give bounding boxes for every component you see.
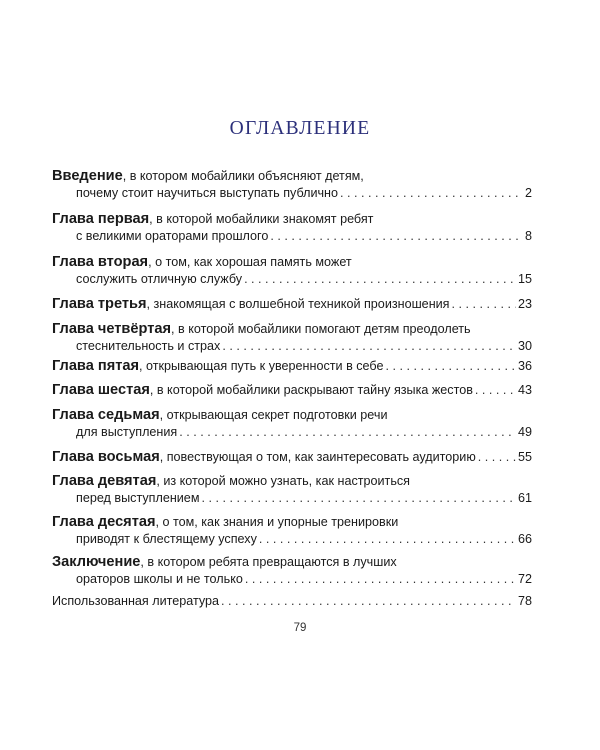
- toc-entry-chapter-1[interactable]: [52, 211, 532, 245]
- toc-entry-chapter-5[interactable]: [52, 358, 532, 375]
- entry-description: , о том, как знания и упорные тренировки: [155, 515, 399, 529]
- dot-leader: [386, 358, 516, 375]
- entry-description: , в которой мобайлики раскрывают тайну языка жестов: [149, 383, 473, 397]
- toc-entry-chapter-8[interactable]: [52, 449, 532, 466]
- entry-page-number: 8: [524, 229, 532, 243]
- entry-page-number: 23: [517, 297, 532, 311]
- entry-heading: Глава вторая: [52, 254, 149, 270]
- dot-leader: [259, 531, 516, 548]
- dot-leader: [478, 449, 516, 466]
- entry-continuation: стеснительность и страх: [76, 339, 221, 353]
- entry-heading: Глава десятая: [52, 514, 156, 530]
- entry-description: , в котором ребята превращаются в лучших: [140, 555, 397, 569]
- dot-leader: [270, 228, 523, 245]
- dot-leader: [244, 271, 516, 288]
- entry-page-number: 72: [517, 572, 532, 586]
- entry-continuation: приводят к блестящему успеху: [76, 532, 257, 546]
- entry-description: , знакомящая с волшебной техникой произношения: [146, 297, 450, 311]
- entry-heading: Введение: [52, 168, 123, 184]
- entry-continuation: для выступления: [76, 425, 178, 439]
- entry-page-number: 55: [517, 450, 532, 464]
- entry-page-number: 61: [517, 491, 532, 505]
- page-title: ОГЛАВЛЕНИЕ: [229, 118, 371, 139]
- entry-page-number: 30: [517, 339, 532, 353]
- entry-heading: Глава первая: [52, 211, 150, 227]
- dot-leader: [222, 338, 516, 355]
- entry-page-number: 43: [517, 383, 532, 397]
- dot-leader: [179, 424, 516, 441]
- entry-page-number: 2: [524, 186, 532, 200]
- entry-continuation: ораторов школы и не только: [76, 572, 243, 586]
- entry-heading: Заключение: [52, 554, 141, 570]
- toc-entry-chapter-7[interactable]: [52, 407, 532, 441]
- dot-leader: [221, 593, 516, 610]
- entry-page-number: 66: [517, 532, 532, 546]
- entry-description: , из которой можно узнать, как настроиться: [156, 474, 410, 488]
- toc-entry-chapter-4[interactable]: [52, 321, 532, 355]
- dot-leader: [245, 571, 516, 588]
- toc-entry-literature[interactable]: [52, 593, 532, 610]
- entry-continuation: с великими ораторами прошлого: [76, 229, 269, 243]
- entry-heading: Глава восьмая: [52, 449, 160, 465]
- entry-heading: Глава пятая: [52, 358, 139, 374]
- entry-page-number: 36: [517, 359, 532, 373]
- dot-leader: [475, 382, 516, 399]
- dot-leader: [201, 490, 516, 507]
- toc-entry-introduction[interactable]: [52, 168, 532, 202]
- entry-description: , открывающая путь к уверенности в себе: [139, 359, 384, 373]
- entry-heading: Глава четвёртая: [52, 321, 172, 337]
- entry-description: , в котором мобайлики объясняют детям,: [122, 169, 364, 183]
- toc-entry-chapter-10[interactable]: [52, 514, 532, 548]
- entry-continuation: сослужить отличную службу: [76, 272, 243, 286]
- entry-continuation: перед выступлением: [76, 491, 200, 505]
- entry-heading: Глава шестая: [52, 382, 150, 398]
- entry-page-number: 15: [517, 272, 532, 286]
- entry-description: , о том, как хорошая память может: [148, 255, 352, 269]
- entry-description: , открывающая секрет подготовки речи: [159, 408, 388, 422]
- entry-page-number: 78: [517, 594, 532, 608]
- entry-description: , повествующая о том, как заинтересовать аудиторию: [159, 450, 476, 464]
- entry-heading: Глава седьмая: [52, 407, 160, 423]
- toc-entry-chapter-6[interactable]: [52, 382, 532, 399]
- toc-entry-chapter-9[interactable]: [52, 473, 532, 507]
- dot-leader: [340, 185, 523, 202]
- page-number: 79: [293, 622, 307, 634]
- entry-continuation: почему стоит научиться выступать публично: [76, 186, 339, 200]
- dot-leader: [452, 296, 516, 313]
- entry-page-number: 49: [517, 425, 532, 439]
- entry-description: , в которой мобайлики помогают детям преодолеть: [171, 322, 471, 336]
- entry-heading: Использованная литература: [52, 594, 220, 608]
- toc-entry-chapter-3[interactable]: [52, 296, 532, 313]
- entry-heading: Глава третья: [52, 296, 147, 312]
- toc-entry-chapter-2[interactable]: [52, 254, 532, 288]
- entry-heading: Глава девятая: [52, 473, 157, 489]
- entry-description: , в которой мобайлики знакомят ребят: [149, 212, 374, 226]
- toc-entry-conclusion[interactable]: [52, 554, 532, 588]
